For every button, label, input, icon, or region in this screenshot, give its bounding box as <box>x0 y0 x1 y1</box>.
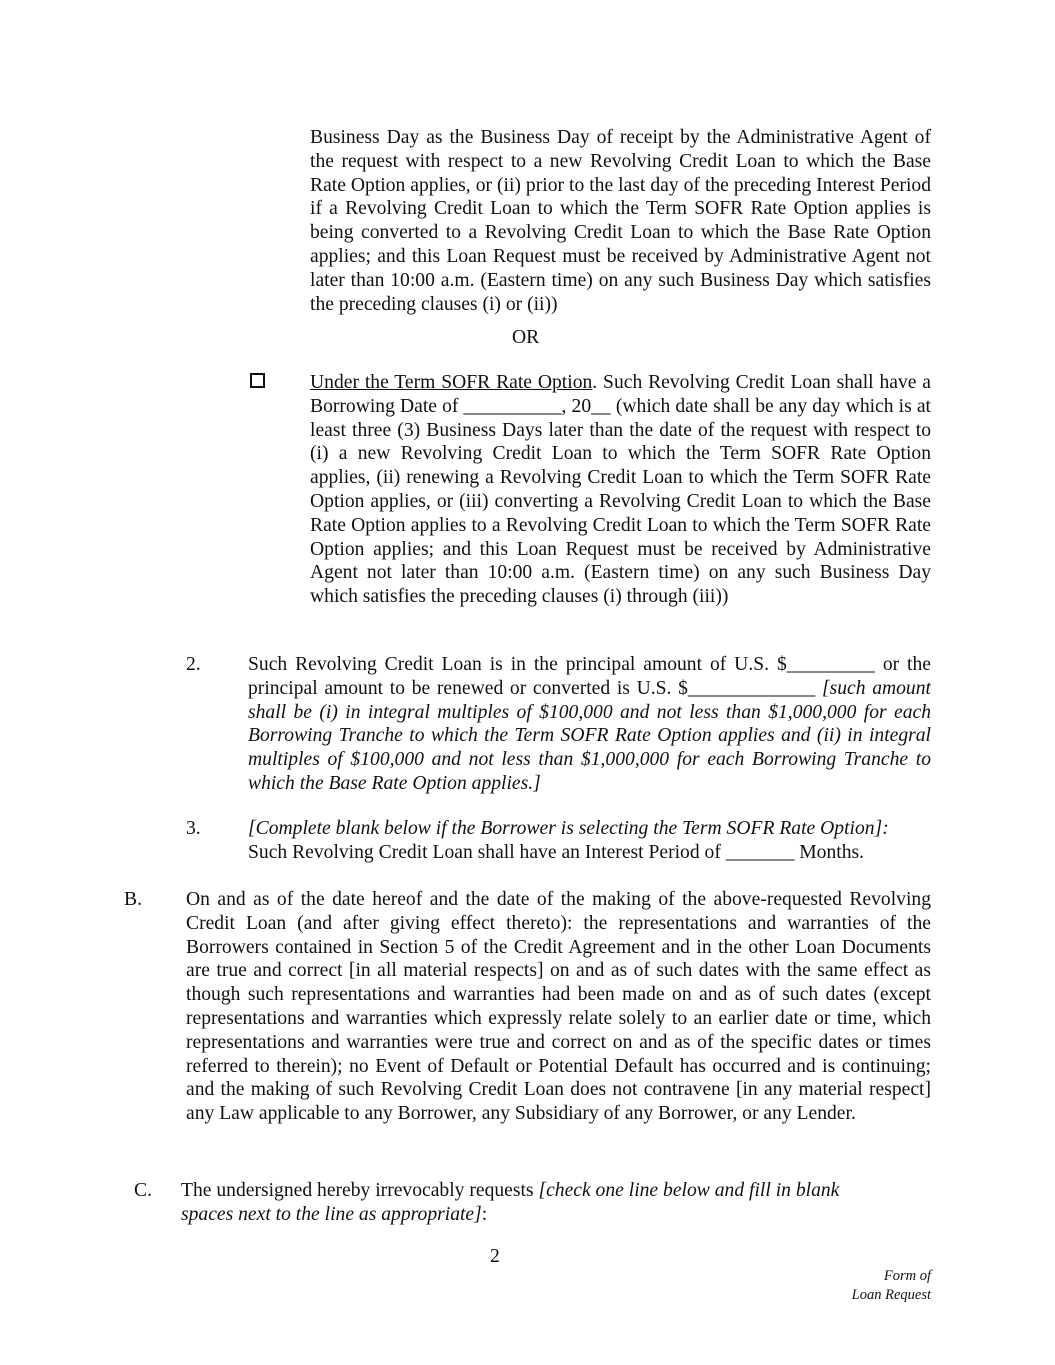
continuation-paragraph: Business Day as the Business Day of receipt by the Administrative Agent of the request with respect to a new Revolving Credit Loan to which the Base Rate Option applies, or (ii) prior to the last day of the preceding Interest Period if a Revolving Credit Loan to which the Term SOFR Rate Option applies is being converted to a Revolving Credit Loan to which the Base Rate Option applies; and this Loan Request must be received by Administrative Agent not later than 10:00 a.m. (Eastern time) on any such Business Day which satisfies the preceding clauses (i) or (ii)) <box>310 127 931 315</box>
sofr-option-heading: Under the Term SOFR Rate Option <box>310 372 593 393</box>
item-2-text: Such Revolving Credit Loan is in the principal amount of U.S. $_________ or the principal amount to be renewed or converted is U.S. $_____________ <box>248 654 931 699</box>
footer-line-2: Loan Request <box>851 1287 931 1303</box>
item-3-text: Such Revolving Credit Loan shall have an Interest Period of _______ Months. <box>248 841 865 863</box>
sofr-option-text: . Such Revolving Credit Loan shall have a Borrowing Date of __________, 20__ (which date shall be any day which is at least three (3) Business Days later than the date of the request with respect to (i) a new Revolving Credit Loan to which the Term SOFR Rate Option applies, (ii) renewing a Revolving Credit Loan to which the Term SOFR Rate Option applies, or (iii) converting a Revolving Credit Loan to which the Base Rate Option applies to a Revolving Credit Loan to which the Term SOFR Rate Option applies; and this Loan Request must be received by Administrative Agent not later than 10:00 a.m. (Eastern time) on any such Business Day which satisfies the preceding clauses (i) through (iii)) <box>310 372 932 608</box>
section-b-letter: B. <box>124 889 142 910</box>
page-number: 2 <box>490 1246 500 1267</box>
footer <box>852 1267 931 1305</box>
item-3-paragraph <box>248 817 931 865</box>
section-c-paragraph <box>181 1179 887 1227</box>
section-c-note: [check one line below and fill in blank spaces next to the line as appropriate] <box>181 1180 840 1225</box>
item-3-number: 3. <box>186 818 201 839</box>
section-c-tail: : <box>481 1203 488 1225</box>
or-separator: OR <box>512 327 540 348</box>
section-c-text: The undersigned hereby irrevocably requests <box>181 1180 539 1201</box>
item-2-paragraph <box>248 653 931 796</box>
item-2-number: 2. <box>186 654 201 675</box>
section-c-letter: C. <box>134 1180 152 1201</box>
footer-line-1: Form of <box>883 1268 931 1284</box>
sofr-option-paragraph <box>310 371 931 609</box>
item-2-note: [such amount shall be (i) in integral multiples of $100,000 and not less than $1,000,000 for each Borrowing Tranche to which the Term SOFR Rate Option applies and (ii) in integral multiples of $100,000 and not less than $1,000,000 for each Borrowing Tranche to which the Base Rate Option applies.] <box>248 677 931 794</box>
item-3-note: [Complete blank below if the Borrower is selecting the Term SOFR Rate Option]: <box>248 818 889 839</box>
sofr-option-checkbox[interactable] <box>250 373 265 388</box>
section-b-paragraph: On and as of the date hereof and the date of the making of the above-requested Revolving Credit Loan (and after giving effect thereto): the representations and warranties of the Borrowers contained in Section 5 of the Credit Agreement and in the other Loan Documents are true and correct [in all material respects] on and as of such dates with the same effect as though such representations and warranties had been made on and as of such dates (except representations and warranties which expressly relate solely to an earlier date or time, which representations and warranties were true and correct on and as of the specific dates or times referred to therein); no Event of Default or Potential Default has occurred and is continuing; and the making of such Revolving Credit Loan does not contravene [in any material respect] any Law applicable to any Borrower, any Subsidiary of any Borrower, or any Lender. <box>186 889 931 1125</box>
